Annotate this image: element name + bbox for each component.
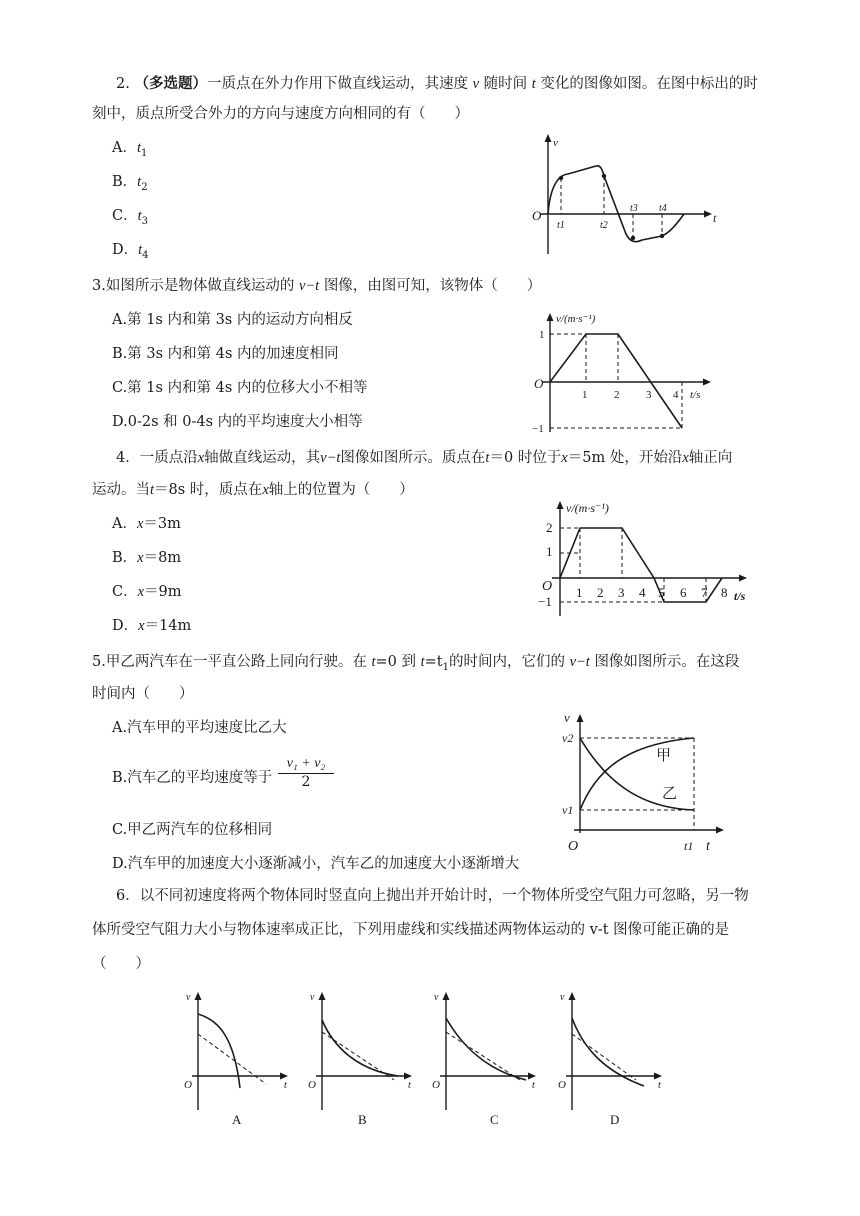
q2-option-a[interactable]: A．$t_1$ — [112, 140, 148, 159]
q4-x-arrow-icon — [739, 575, 747, 582]
q6-d-y-arrow-icon — [569, 992, 576, 1000]
q3-ytick-neg1: −1 — [532, 423, 544, 435]
q3-vt-graph — [528, 308, 728, 438]
svg-text:O: O — [432, 1079, 440, 1091]
q4-line2: 运动。当t＝8s 时，质点在x轴上的位置为（ ） — [92, 482, 414, 498]
q2-var-t: t — [531, 76, 536, 92]
q2-point-t2 — [602, 174, 606, 178]
q3-option-d[interactable]: D.0-2s 和 0-4s 内的平均速度大小相等 — [112, 414, 363, 430]
q2-stem-c: 变化的图像如图。在图中标出的时 — [540, 76, 758, 92]
q6-c-x-arrow-icon — [528, 1073, 536, 1080]
q2-y-label: v — [553, 137, 558, 149]
q3-xtick-3: 3 — [646, 389, 652, 401]
q5-option-b[interactable]: B.汽车乙的平均速度等于 — [112, 770, 273, 786]
q4-line1: 4．一质点沿x轴做直线运动，其v−t图像如图所示。质点在t＝0 时位于x＝5m 处，开始沿x轴正向 — [116, 450, 733, 466]
q3-option-a[interactable]: A.第 1s 内和第 3s 内的运动方向相反 — [112, 312, 353, 328]
svg-text:O: O — [308, 1079, 316, 1091]
q2-y-arrow-icon — [545, 134, 552, 142]
q3-x-arrow-icon — [703, 379, 711, 386]
q3-line1: 3.如图所示是物体做直线运动的 v−t 图像，由图可知，该物体（ ） — [92, 278, 542, 294]
q2-x-label: t — [713, 211, 717, 225]
q3-x-label: t/s — [690, 389, 701, 401]
q6-label-d: D — [610, 1112, 620, 1127]
svg-text:t: t — [532, 1080, 535, 1091]
q5-v1-label: v1 — [562, 803, 574, 817]
q4-ytick-2: 2 — [546, 520, 553, 535]
q6-label-b: B — [358, 1112, 367, 1127]
q6-graph-b[interactable] — [302, 988, 422, 1148]
q2-option-b[interactable]: B．$t_2$ — [112, 174, 148, 193]
svg-text:O: O — [184, 1079, 192, 1091]
q2-tick-t4: t4 — [659, 203, 667, 214]
q6-label-c: C — [490, 1112, 499, 1127]
svg-text:O: O — [558, 1079, 566, 1091]
q2-stem-a: 一质点在外力作用下做直线运动，其速度 — [206, 76, 468, 92]
q2-x-arrow-icon — [704, 211, 712, 218]
q4-option-a[interactable]: A．x＝3m — [112, 516, 181, 532]
q2-option-c[interactable]: C．$t_3$ — [112, 208, 149, 227]
q2-tick-t2: t2 — [600, 220, 608, 231]
q4-ytick-neg1: −1 — [538, 594, 552, 609]
q5-line2: 时间内（ ） — [92, 686, 194, 702]
q4-xtick-3: 3 — [618, 585, 625, 600]
q3-ytick-1: 1 — [539, 329, 545, 341]
q5-option-d[interactable]: D.汽车甲的加速度大小逐渐减小，汽车乙的加速度大小逐渐增大 — [112, 856, 520, 872]
q4-option-c[interactable]: C．x＝9m — [112, 584, 182, 600]
q4-y-label: v/(m·s⁻¹) — [566, 501, 609, 515]
q4-xtick-1: 1 — [576, 585, 583, 600]
q5-label-jia: 甲 — [656, 748, 672, 764]
q6-a-solid — [198, 1014, 240, 1088]
q3-y-label: v/(m·s⁻¹) — [556, 313, 596, 325]
q4-xtick-6: 6 — [680, 585, 687, 600]
q4-xtick-7: 7 — [701, 585, 708, 600]
svg-text:v: v — [310, 992, 315, 1003]
q6-d-dashed — [572, 1034, 636, 1080]
q4-vt-graph — [528, 494, 758, 624]
q5-y-label: v — [564, 710, 570, 725]
q5-line1: 5.甲乙两汽车在一平直公路上同向行驶。在 t=0 到 $t=t_1$的时间内，它们的 v−t 图像如图所示。在这段 — [92, 654, 740, 673]
q3-option-c[interactable]: C.第 1s 内和第 4s 内的位移大小不相等 — [112, 380, 368, 396]
q2-line1 — [116, 74, 758, 94]
q6-c-y-arrow-icon — [443, 992, 450, 1000]
q4-xtick-8: 8 — [721, 585, 728, 600]
q2-number: 2. — [116, 76, 130, 92]
q6-d-x-arrow-icon — [654, 1073, 662, 1080]
svg-text:v: v — [560, 992, 565, 1003]
q6-b-solid — [322, 1020, 398, 1076]
q4-option-b[interactable]: B．x＝8m — [112, 550, 182, 566]
q6-c-solid — [446, 1018, 526, 1080]
q3-origin: O — [534, 376, 544, 391]
svg-text:t: t — [284, 1080, 287, 1091]
q5-v2-label: v2 — [562, 731, 574, 745]
q3-xtick-2: 2 — [614, 389, 620, 401]
q2-point-t3 — [631, 236, 635, 240]
q5-x-arrow-icon — [716, 827, 724, 834]
q5-vt-graph — [556, 708, 756, 858]
q2-vt-graph — [528, 132, 728, 262]
q4-option-d[interactable]: D．x＝14m — [112, 618, 192, 634]
q2-line2: 刻中，质点所受合外力的方向与速度方向相同的有（ ） — [92, 106, 469, 122]
svg-text:v: v — [434, 992, 439, 1003]
q2-tick-t3: t3 — [630, 203, 638, 214]
q5-x-label: t — [706, 839, 710, 854]
q3-option-b[interactable]: B.第 3s 内和第 4s 内的加速度相同 — [112, 346, 339, 362]
q4-ytick-1: 1 — [546, 544, 553, 559]
q6-b-y-arrow-icon — [319, 992, 326, 1000]
svg-text:v: v — [186, 992, 191, 1003]
q3-xtick-4: 4 — [673, 389, 679, 401]
q2-point-t1 — [559, 176, 563, 180]
q6-line3: （ ） — [92, 956, 150, 972]
q6-label-a: A — [232, 1112, 242, 1127]
q5-label-yi: 乙 — [662, 786, 678, 802]
q3-line — [550, 334, 682, 428]
q4-xtick-2: 2 — [597, 585, 604, 600]
q5-option-c[interactable]: C.甲乙两汽车的位移相同 — [112, 822, 273, 838]
q3-xtick-1: 1 — [582, 389, 588, 401]
q5-y-arrow-icon — [577, 714, 584, 722]
q2-stem-b: 随时间 — [483, 76, 528, 92]
q6-graph-c[interactable] — [426, 988, 546, 1148]
q6-line2: 体所受空气阻力大小与物体速率成正比，下列用虚线和实线描述两物体运动的 v-t 图像可能正确的是 — [92, 922, 730, 938]
q2-option-d[interactable]: D．$t_4$ — [112, 242, 149, 261]
q2-var-v: v — [472, 76, 479, 92]
q5-option-b-fraction — [278, 756, 334, 790]
q6-b-x-arrow-icon — [404, 1073, 412, 1080]
q4-xtick-4: 4 — [639, 585, 646, 600]
q2-origin: O — [532, 208, 542, 223]
q6-c-dashed — [446, 1032, 520, 1080]
q2-point-t4 — [660, 234, 664, 238]
q4-y-arrow-icon — [557, 501, 564, 509]
q5-origin: O — [568, 839, 579, 854]
q4-x-label: t/s — [734, 589, 746, 603]
q5-option-a[interactable]: A.汽车甲的平均速度比乙大 — [112, 720, 287, 736]
q6-graph-d[interactable] — [552, 988, 672, 1148]
q6-line1: 6．以不同初速度将两个物体同时竖直向上抛出并开始计时，一个物体所受空气阻力可忽略，另一物 — [116, 888, 749, 904]
svg-text:t: t — [658, 1080, 661, 1091]
q5-t1-label: t1 — [684, 839, 694, 853]
q5-frac-numerator: v₁ + v₂ — [278, 756, 334, 774]
q2-tag: （多选题） — [134, 75, 207, 92]
q6-graph-a[interactable] — [178, 988, 298, 1148]
svg-text:t: t — [408, 1080, 411, 1091]
q4-xtick-5: 5 — [658, 585, 665, 600]
q6-a-y-arrow-icon — [195, 992, 202, 1000]
q3-y-arrow-icon — [547, 313, 554, 321]
q2-tick-t1: t1 — [557, 220, 565, 231]
q4-origin: O — [542, 579, 553, 594]
q5-frac-denominator: 2 — [301, 774, 311, 790]
q6-a-x-arrow-icon — [280, 1073, 288, 1080]
